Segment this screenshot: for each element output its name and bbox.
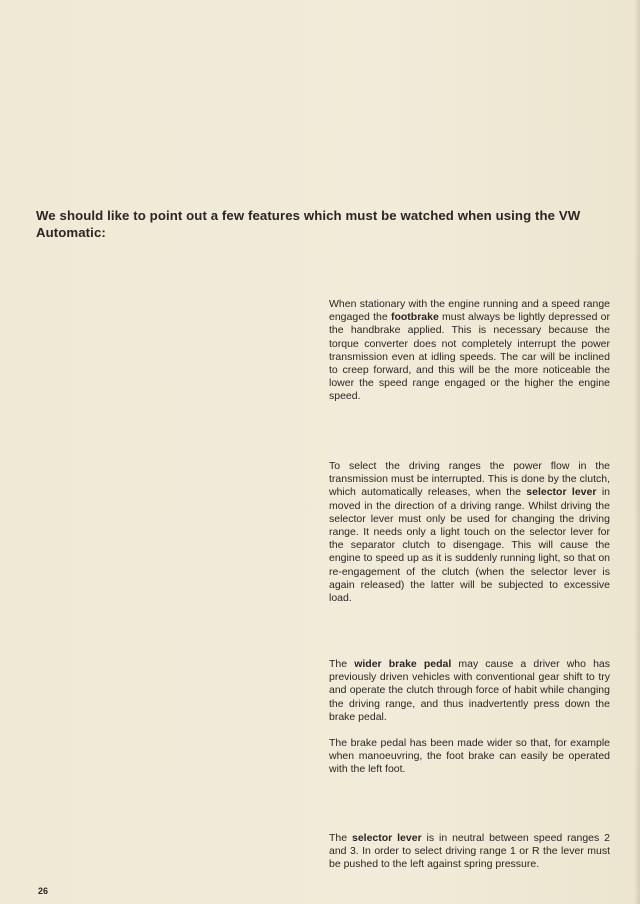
text-run: in moved in the direction of a driving range. Whilst driving the selector lever must only be used for changing the driving range. It needs only a light touch on the selector lever for the separator clutch to disengage. This will cause the engine to speed up as it is suddenly running light, so that on re-engagement of the clutch (when the selector lever is again released) the latter will be subjected to excessive load.: [329, 486, 610, 605]
bold-term: footbrake: [390, 311, 439, 324]
bold-term: wider brake pedal: [354, 658, 452, 670]
bold-term: selector lever: [351, 832, 422, 844]
text-run: must always be lightly depressed or the handbrake applied. This is necessary because the torque converter does not completely interrupt the power transmission even at idling speeds. The car will be inclined to creep forward, and this will be the more noticeable the lower the speed range engaged or the higher the engine speed.: [329, 311, 611, 403]
paragraph-text: [329, 298, 610, 404]
paragraph-text: [329, 832, 610, 872]
bold-term: selector lever: [526, 486, 597, 499]
page-number: 26: [38, 886, 49, 896]
paragraph-selector-lever: [329, 460, 610, 605]
paragraph-brake-pedal: [329, 658, 610, 777]
paragraph-text: [329, 460, 610, 605]
text-run: The: [329, 832, 352, 844]
text-run: may cause a driver who has previously driven vehicles with conventional gear shift to try and operate the clutch through force of habit while changing the driving range, and thus inadvertently press down the brake pedal.: [329, 658, 610, 723]
text-run: The: [329, 658, 355, 670]
page-heading: We should like to point out a few features which must be watched when using the VW Automatic:: [36, 208, 581, 240]
paragraph-text-second: The brake pedal has been made wider so that, for example when manoeuvring, the foot brake can easily be operated with the left foot.: [329, 737, 610, 776]
paragraph-footbrake: [329, 298, 610, 404]
text-run: is in neutral between speed ranges 2 and 3. In order to select driving range 1 or R the lever must be pushed to the left against spring pressure.: [329, 832, 610, 871]
page-edge-shadow: [634, 0, 640, 904]
text-run: To select the driving ranges the power flow in the transmission must be interrupted. This is done by the clutch, which automatically releases, when the: [329, 460, 610, 499]
text-run: When stationary with the engine running and a speed range engaged the: [329, 298, 610, 324]
paragraph-text: [329, 658, 610, 724]
paragraph-selector-neutral: [329, 832, 610, 872]
